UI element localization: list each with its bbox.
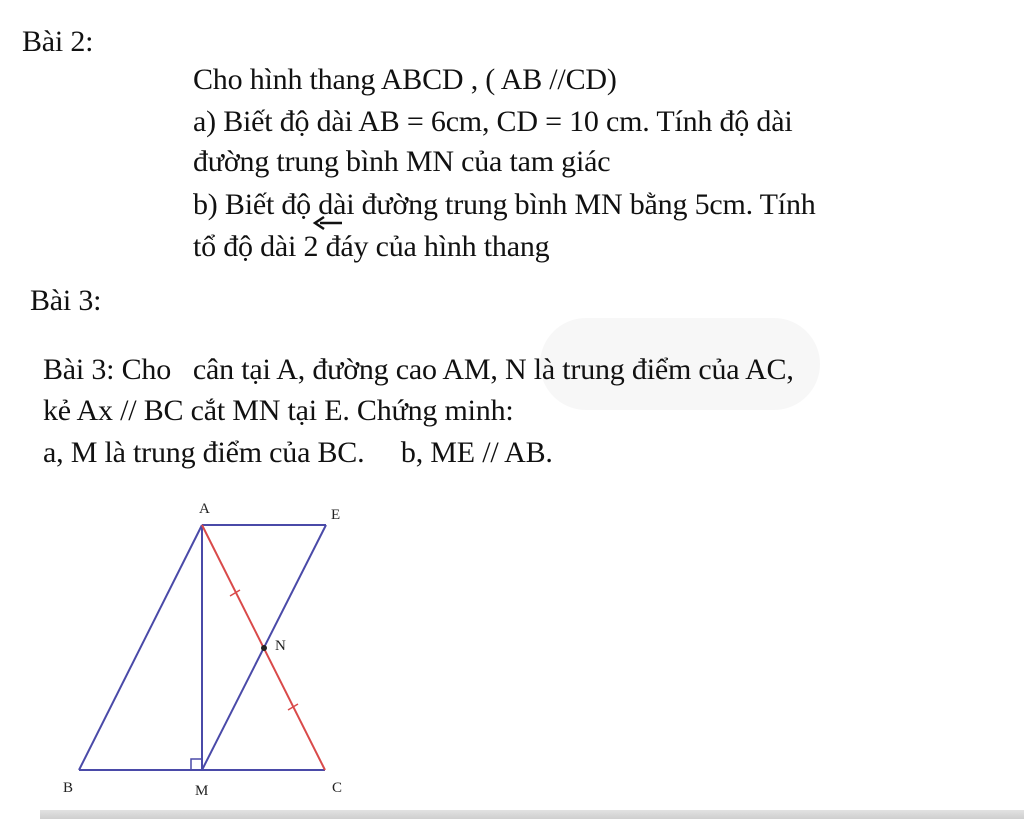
label-B: B xyxy=(63,780,74,796)
horizontal-scrollbar[interactable] xyxy=(40,810,1024,819)
bai2-line-4: b) Biết độ dài đường trung bình MN bằng 5cm. Tính xyxy=(193,188,816,221)
bai2-line-1: Cho hình thang ABCD , ( AB //CD) xyxy=(193,63,617,96)
bai3-line-3: a, M là trung điểm của BC. b, ME // AB. xyxy=(43,436,553,469)
label-N: N xyxy=(275,638,286,654)
cursor-arrow-icon xyxy=(312,214,344,234)
bai2-line-2: a) Biết độ dài AB = 6cm, CD = 10 cm. Tính độ dài xyxy=(193,105,793,138)
point-N xyxy=(261,645,267,651)
label-A: A xyxy=(199,501,210,517)
bai3-heading: Bài 3: xyxy=(30,284,102,317)
bai2-heading: Bài 2: xyxy=(22,25,94,58)
bai2-line-3: đường trung bình MN của tam giác xyxy=(193,145,611,178)
geometry-figure xyxy=(55,495,355,805)
bai2-line-5: tổ độ dài 2 đáy của hình thang xyxy=(193,230,550,263)
bai3-line-1: Bài 3: Cho cân tại A, đường cao AM, N là trung điểm của AC, xyxy=(43,353,794,386)
right-angle-mark xyxy=(191,759,202,770)
label-E: E xyxy=(331,507,341,523)
label-M: M xyxy=(195,783,209,799)
label-C: C xyxy=(332,780,343,796)
segment-AB xyxy=(79,525,202,770)
bai3-line-2: kẻ Ax // BC cắt MN tại E. Chứng minh: xyxy=(43,394,514,427)
